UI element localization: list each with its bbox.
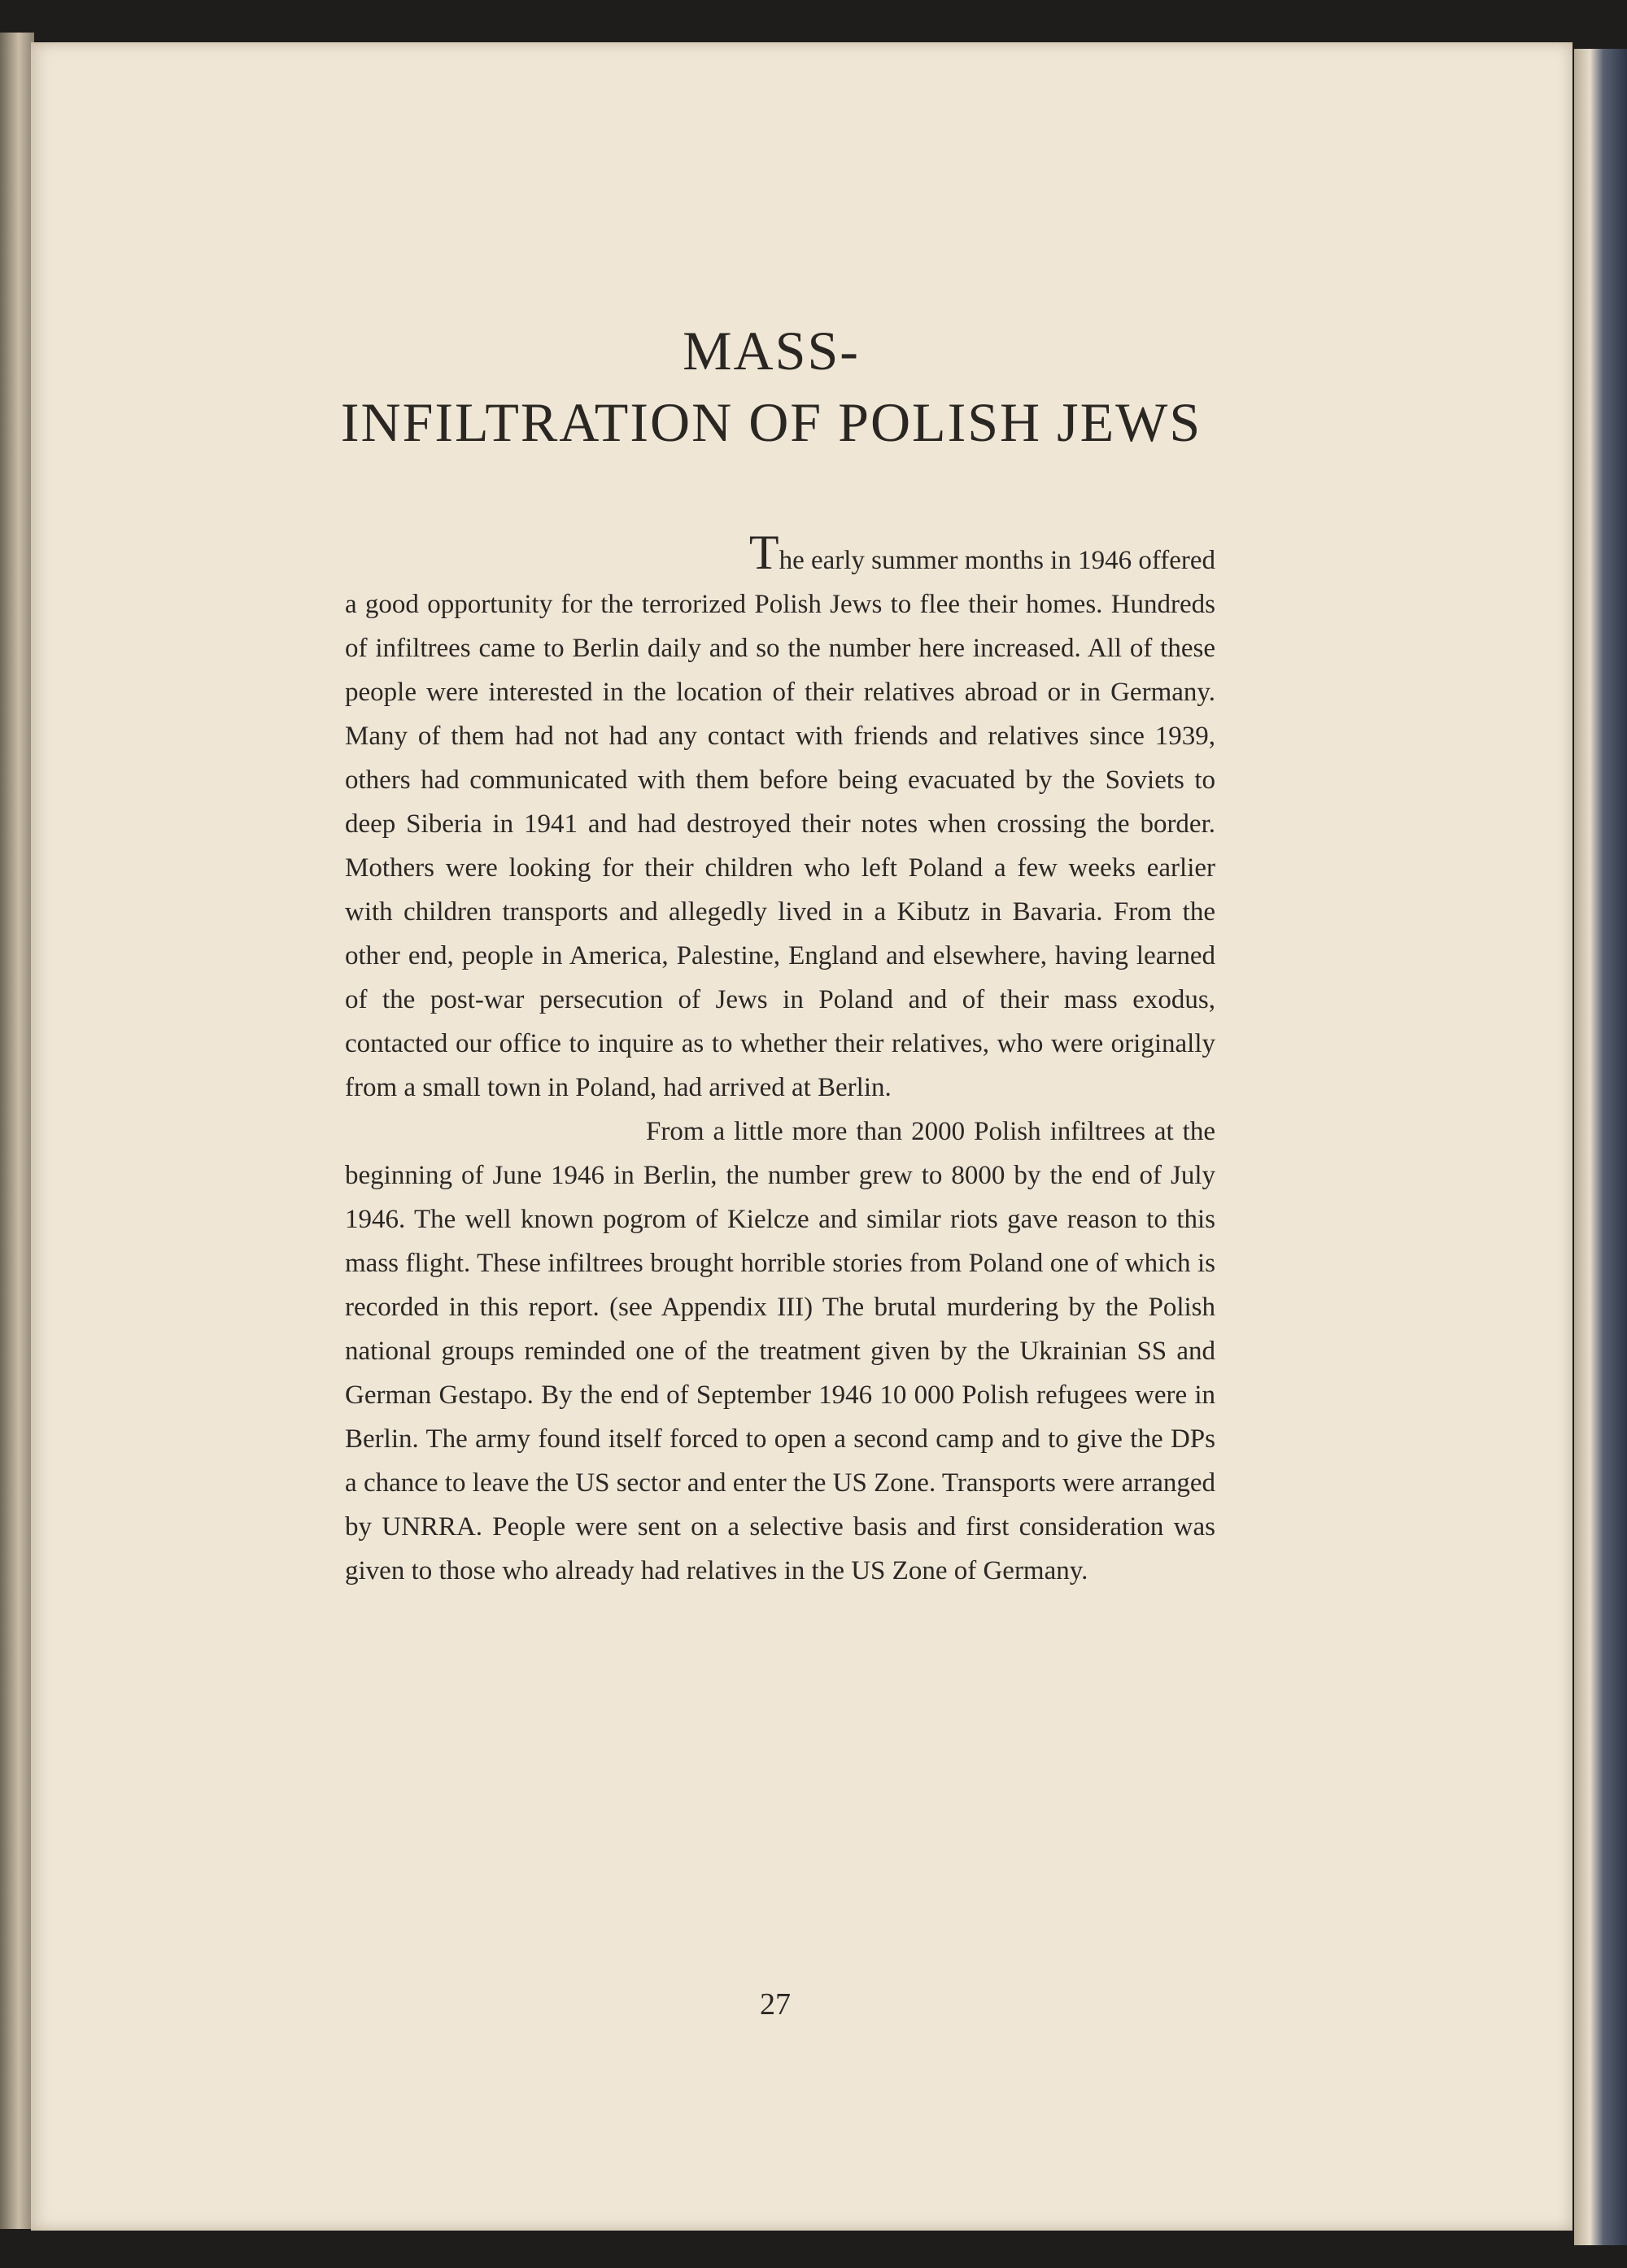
drop-cap: T [748, 526, 779, 579]
paragraph-1-text: a good opportunity for the terrorized Polish Jews to flee their homes. Hundreds of infiltrees came to Berlin daily and so the number here increased. All of these people were interested in the location of their relatives abroad or in Germany. Many of them had not had any contact with friends and relatives since 1939, others had communicated with them before being evacuated by the Soviets to deep Siberia in 1941 and had destroyed their notes when crossing the border. Mothers were looking for their children who left Poland a few weeks earlier with children transports and allegedly lived in a Kibutz in Bavaria. From the other end, people in America, Palestine, England and elsewhere, having learned of the post-war persecution of Jews in Poland and of their mass exodus, contacted our office to inquire as to whether their relatives, who were originally from a small town in Poland, had arrived at Berlin. [345, 590, 1215, 1102]
page-title [275, 315, 1267, 458]
paragraph-2-text: From a little more than 2000 Polish infiltrees at the beginning of June 1946 in Berlin, the number grew to 8000 by the end of July 1946. The well known pogrom of Kielcze and similar riots gave reason to this mass flight. These infiltrees brought horrible stories from Poland one of which is recorded in this report. (see Appendix III) The brutal murdering by the Polish national groups reminded one of the treatment given by the Ukrainian SS and German Gestapo. By the end of September 1946 10 000 Polish refugees were in Berlin. The army found itself forced to open a second camp and to give the DPs a chance to leave the US sector and enter the US Zone. Transports were arranged by UNRRA. People were sent on a selective basis and first consideration was given to those who already had relatives in the US Zone of Germany. [345, 1117, 1215, 1585]
book-cover-edge [1574, 49, 1627, 2245]
paragraph-1-first-line: he early summer months in 1946 offered [779, 546, 1215, 575]
body-text [345, 526, 1215, 1593]
title-line-1: MASS- [683, 320, 860, 382]
paragraph-2 [345, 1110, 1215, 1593]
book-page [31, 42, 1572, 2231]
page-number: 27 [760, 1987, 791, 2022]
paragraph-1 [345, 526, 1215, 1110]
left-page-edge [0, 33, 34, 2229]
paragraph-1-opening-line [345, 526, 1215, 582]
title-line-2: INFILTRATION OF POLISH JEWS [340, 391, 1202, 453]
